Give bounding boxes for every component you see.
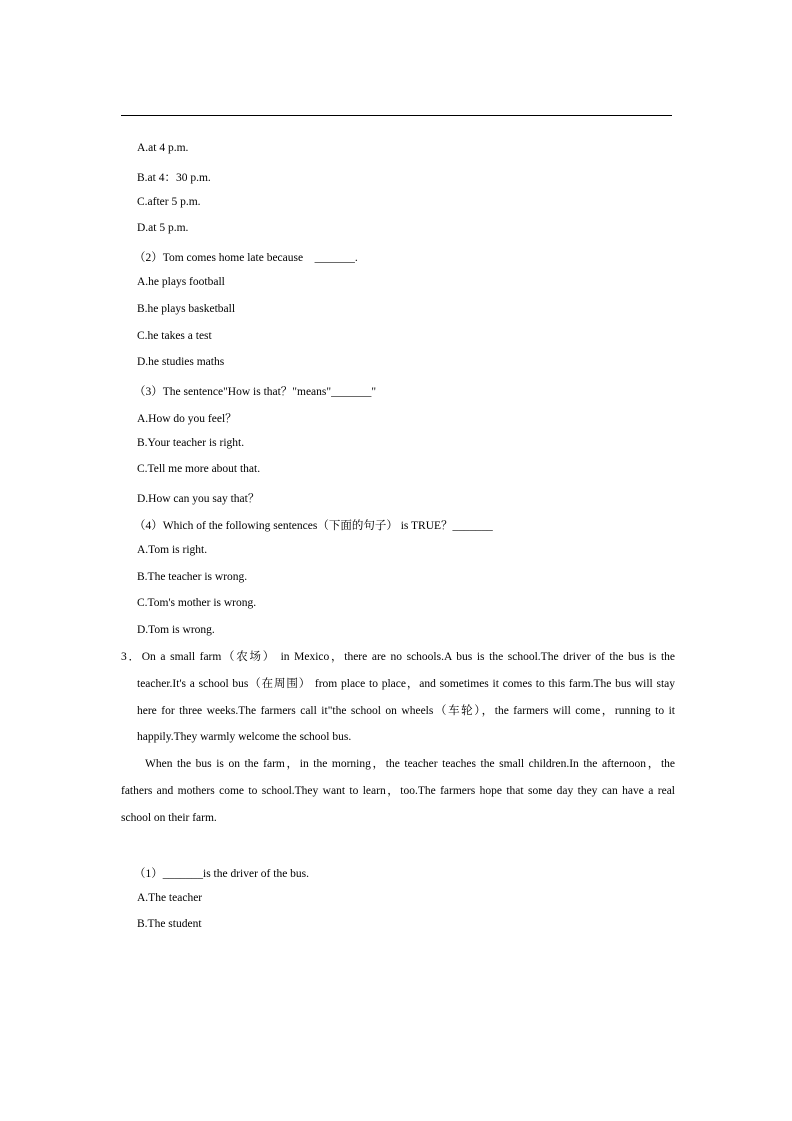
question-stem: （1）_______is the driver of the bus. — [134, 868, 310, 880]
passage-line: teacher.It's a school bus（在周围） from place to place，and sometimes it comes to this farm.The bus will stay — [137, 677, 675, 690]
option-d: D.he studies maths — [137, 356, 225, 368]
option-c: C.Tom's mother is wrong. — [137, 597, 257, 609]
option-c: C.he takes a test — [137, 330, 212, 342]
passage-line: school on their farm. — [121, 811, 217, 824]
header-rule — [121, 115, 672, 116]
option-c: C.Tell me more about that. — [137, 463, 261, 475]
question-stem: （2）Tom comes home late because _______. — [134, 252, 358, 264]
passage-paragraph-2 — [121, 751, 675, 831]
option-c: C.after 5 p.m. — [137, 196, 201, 208]
question-stem: （4）Which of the following sentences（下面的句子） is TRUE？_______ — [134, 520, 493, 532]
question-stem: （3）The sentence"How is that？"means"_______" — [134, 386, 377, 398]
option-b: B.at 4：30 p.m. — [137, 172, 211, 184]
passage-line: here for three weeks.The farmers call it"the school on wheels（车轮），the farmers will come，running to it — [137, 704, 675, 717]
option-b: B.The student — [137, 918, 202, 930]
passage-line: happily.They warmly welcome the school bus. — [137, 731, 352, 744]
option-d: D.at 5 p.m. — [137, 222, 189, 234]
passage-paragraph-1 — [121, 644, 675, 751]
option-a: A.The teacher — [137, 892, 203, 904]
passage-line: fathers and mothers come to school.They want to learn，too.The farmers hope that some day they can have a real — [121, 784, 675, 797]
option-b: B.The teacher is wrong. — [137, 571, 248, 583]
option-d: D.How can you say that？ — [137, 493, 260, 505]
option-a: A.Tom is right. — [137, 544, 208, 556]
passage-line: 3．On a small farm（农场） in Mexico，there are no schools.A bus is the school.The driver of the bus is the — [121, 651, 675, 663]
option-a: A.at 4 p.m. — [137, 142, 189, 154]
option-a: A.How do you feel？ — [137, 413, 237, 425]
option-d: D.Tom is wrong. — [137, 624, 215, 636]
option-b: B.Your teacher is right. — [137, 437, 245, 449]
option-a: A.he plays football — [137, 276, 225, 288]
passage-line: When the bus is on the farm，in the morning，the teacher teaches the small children.In the afternoon，the — [145, 758, 675, 770]
option-b: B.he plays basketball — [137, 303, 236, 315]
